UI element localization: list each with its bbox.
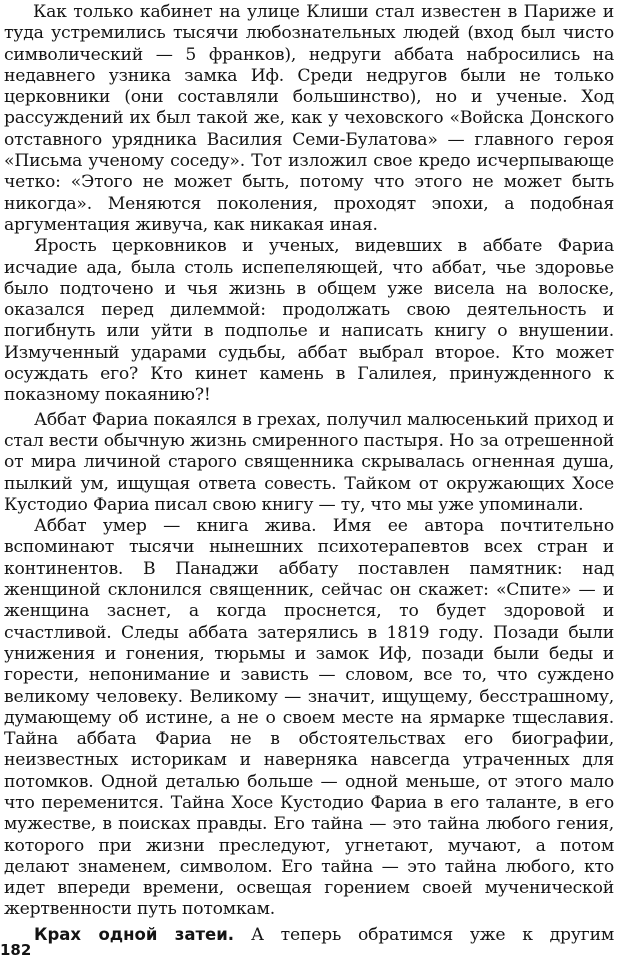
paragraph-5 <box>4 924 614 946</box>
paragraph-1-text: Как только кабинет на улице Клиши стал известен в Париже и туда устремились тысячи любознательных людей (вход был чисто символический — 5 франков), недруги аббата набросились на недавнего узника замка Иф. Среди недругов были не только церковники (они составляли большинство), но и ученые. Ход рассуждений их был такой же, как у чеховского «Войска Донского отставного урядника Василия Семи-Булатова» — главного героя «Письма ученому соседу». Тот изложил свое кредо исчерпывающе четко: «Этого не может быть, потому что этого не может быть никогда». Меняются поколения, проходят эпохи, а подобная аргументация живуча, как никакая иная. <box>4 2 614 235</box>
paragraph-3-text: Аббат Фариа покаялся в грехах, получил малюсенький приход и стал вести обычную жизнь смиренного пастыря. Но за отрешенной от мира личиной старого священника скрывалась огненная душа, пылкий ум, ищущая ответа совесть. Тайком от окружающих Хосе Кустодио Фариа писал свою книгу — ту, что мы уже упоминали. <box>4 409 614 515</box>
book-page <box>4 2 614 946</box>
paragraph-3 <box>4 410 614 516</box>
page-number: 182 <box>0 941 32 959</box>
paragraph-4-text: Аббат умер — книга жива. Имя ее автора почтительно вспоминают тысячи нынешних психотерапевтов всех стран и континентов. В Панаджи аббату поставлен памятник: над женщиной склонился священник, сейчас он скажет: «Спите» — и женщина заснет, а когда проснется, то будет здоровой и счастливой. Следы аббата затерялись в 1819 году. Позади были унижения и гонения, тюрьмы и замок Иф, позади были беды и горести, непонимание и зависть — словом, все то, что суждено великому человеку. Великому — значит, ищущему, бесстрашному, думающему об истине, а не о своем месте на ярмарке тщеславия. Тайна аббата Фариа не в обстоятельствах его биографии, неизвестных историкам и наверняка навсегда утраченных для потомков. Одной деталью больше — одной меньше, от этого мало что переменится. Тайна Хосе Кустодио Фариа в его таланте, в его мужестве, в поисках правды. Его тайна — это тайна любого гения, которого при жизни преследуют, угнетают, мучают, а потом делают знаменем, символом. Его тайна — это тайна любого, кто идет впереди времени, освещая горением своей мученической жертвенности путь потомкам. <box>4 516 614 920</box>
paragraph-1 <box>4 2 614 236</box>
paragraph-4 <box>4 516 614 921</box>
paragraph-5-text: А теперь обратимся уже к другим <box>250 924 614 945</box>
section-run-in-heading: Крах одной затеи. <box>34 924 235 944</box>
paragraph-2-text: Ярость церковников и ученых, видевших в аббате Фариа исчадие ада, была столь испепеляющей, что аббат, чье здоровье было подточено и чья жизнь в общем уже висела на волоске, оказался перед дилеммой: продолжать свою деятельность и погибнуть или уйти в подполье и написать книгу о внушении. Измученный ударами судьбы, аббат выбрал второе. Кто может осуждать его? Кто кинет камень в Галилея, принужденного к показному покаянию?! <box>4 236 614 406</box>
paragraph-2 <box>4 236 614 406</box>
